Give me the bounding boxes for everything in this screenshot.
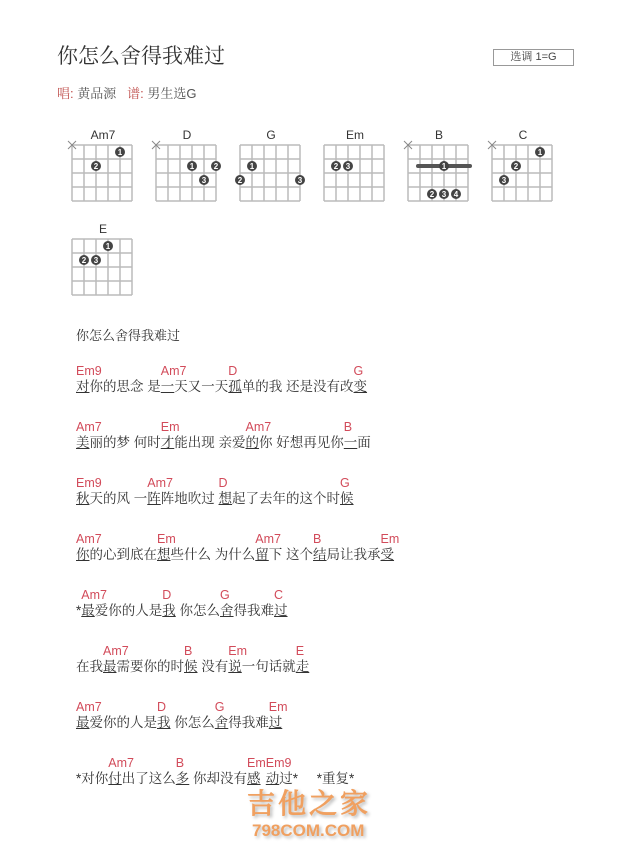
svg-text:3: 3 [345, 162, 351, 171]
lyric-text: 过 [268, 715, 283, 730]
finger-dot [211, 161, 221, 171]
lyric-segment [157, 700, 215, 731]
chord-label: G [340, 476, 350, 490]
lyric-line [76, 644, 309, 675]
lyric-segment [215, 700, 269, 731]
lyric-segment [161, 420, 246, 451]
lyric-text: 你的心到底在 [76, 547, 157, 562]
lyric-segment [246, 420, 344, 451]
lyric-text: 秋天的风 一 [76, 491, 148, 506]
finger-dot [343, 161, 353, 171]
lyric-segment [296, 644, 310, 675]
lyric-line [76, 476, 354, 507]
svg-text:1: 1 [249, 162, 255, 171]
chord-label: Em [228, 644, 248, 658]
tab-label: 谱: [127, 86, 144, 101]
finger-dot [91, 161, 101, 171]
chord-label: G [214, 700, 225, 714]
song-title: 你怎么舍得我难过 [57, 45, 225, 68]
chord-label: Am7 [160, 364, 187, 378]
finger-dot [187, 161, 197, 171]
lyric-segment [381, 532, 400, 563]
lyric-text: 的你 好想再见你 [245, 435, 344, 450]
chord-label: G [353, 364, 364, 378]
chord-name: E [98, 222, 107, 236]
chord-label: Em [268, 700, 288, 714]
svg-text:2: 2 [81, 256, 87, 265]
chord-label: Em9 [76, 476, 102, 490]
lyric-text: 候 [340, 491, 354, 506]
lyric-line [76, 588, 288, 619]
chord-label [76, 756, 108, 771]
finger-dot [427, 189, 437, 199]
finger-dot [115, 147, 125, 157]
svg-text:2: 2 [333, 162, 339, 171]
lyric-text: 动过* *重复* [265, 771, 355, 786]
lyric-segment [184, 644, 228, 675]
lyric-segment [76, 476, 147, 507]
chord-label: B [343, 420, 353, 434]
chord-name: C [518, 128, 528, 142]
chord-label: Am7 [103, 644, 129, 658]
lyric-segment [147, 476, 218, 507]
lyric-segment [157, 532, 255, 563]
chord-label: B [175, 756, 185, 770]
lyric-text: 感 [247, 771, 261, 786]
chord-label: Am7 [76, 420, 102, 434]
lyric-text: 想起了去年的这个时 [218, 491, 341, 506]
lyric-text: 一面 [343, 435, 371, 450]
svg-text:2: 2 [213, 162, 219, 171]
lyric-text: 结局让我承 [313, 547, 381, 562]
chord-label: Em [160, 420, 180, 434]
lyric-text: 走 [295, 659, 310, 674]
finger-dot [235, 175, 245, 185]
finger-dot [103, 241, 113, 251]
lyric-segment [176, 756, 247, 787]
chord-label [76, 644, 103, 659]
chord-label: D [228, 364, 238, 378]
svg-text:3: 3 [441, 190, 447, 199]
lyric-text: 说一句话就 [228, 659, 296, 674]
chord-label: E [295, 644, 305, 658]
lyric-text: 想些什么 为什么 [157, 547, 256, 562]
chord-label: Am7 [245, 420, 272, 434]
chord-label: Am7 [147, 476, 173, 490]
lyric-text: 才能出现 亲爱 [160, 435, 246, 450]
lyric-segment [103, 644, 184, 675]
lyric-segment [108, 756, 176, 787]
lyric-segment [274, 588, 288, 619]
lyric-text: 过 [274, 603, 288, 618]
lyric-text: 受 [380, 547, 395, 562]
svg-text:3: 3 [201, 176, 207, 185]
lyric-segment [255, 532, 313, 563]
lyric-segment [340, 476, 354, 507]
lyric-text: 留下 这个 [255, 547, 314, 562]
svg-text:2: 2 [237, 176, 243, 185]
lyric-text: 最爱你的人是 [81, 603, 163, 618]
chord-label: Am7 [81, 588, 107, 602]
svg-text:1: 1 [537, 148, 543, 157]
lyric-text: 候 没有 [184, 659, 229, 674]
lyric-segment [247, 756, 266, 787]
lyric-segment [219, 476, 341, 507]
lyric-segment [313, 532, 381, 563]
lyric-segment [269, 700, 288, 731]
finger-dot [247, 161, 257, 171]
lyric-segment [161, 364, 229, 395]
lyric-segment [76, 364, 161, 395]
svg-text:3: 3 [297, 176, 303, 185]
lyric-text: 多 你却没有 [175, 771, 248, 786]
chord-label: C [274, 588, 284, 602]
chord-label: Em9 [76, 364, 102, 378]
finger-dot [499, 175, 509, 185]
svg-text:2: 2 [513, 162, 519, 171]
watermark-logo: 吉他之家 [247, 788, 372, 819]
lyric-text: 最爱你的人是 [76, 715, 157, 730]
chord-label: B [313, 532, 322, 546]
chord-label: Am7 [108, 756, 134, 770]
chord-label: Am7 [76, 700, 102, 714]
watermark-url: 798COM.COM [252, 821, 365, 840]
lyric-text: *对你 [76, 771, 109, 786]
svg-text:3: 3 [93, 256, 99, 265]
lyric-segment [76, 700, 157, 731]
lyric-line [76, 420, 371, 451]
chord-name: B [434, 128, 443, 142]
svg-text:1: 1 [105, 242, 111, 251]
chord-label: Am7 [255, 532, 281, 546]
lyric-text: 最需要你的时 [103, 659, 184, 674]
svg-text:1: 1 [117, 148, 123, 157]
svg-text:1: 1 [441, 162, 447, 171]
lyric-text: * [76, 603, 82, 618]
chord-label: Em [247, 756, 266, 770]
chord-label: D [162, 588, 172, 602]
chord-label: Am7 [76, 532, 102, 546]
lyric-segment [220, 588, 274, 619]
lyric-segment [228, 644, 296, 675]
svg-text:4: 4 [453, 190, 459, 199]
lyric-segment [228, 364, 353, 395]
lyric-text: 舍得我难 [220, 603, 275, 618]
lyric-text: 变 [353, 379, 368, 394]
finger-dot [439, 161, 449, 171]
chord-label: Em [380, 532, 400, 546]
lyric-segment [81, 588, 162, 619]
chord-label: B [184, 644, 193, 658]
lyric-text: 我 你怎么 [157, 715, 215, 730]
lyric-text: 阵阵地吹过 [147, 491, 219, 506]
svg-text:2: 2 [429, 190, 435, 199]
key-select-button[interactable]: 选调 1=G [493, 49, 574, 66]
finger-dot [79, 255, 89, 265]
finger-dot [199, 175, 209, 185]
lyric-segment [76, 644, 103, 675]
lyric-text: 一天又一天 [160, 379, 229, 394]
lyric-text: 在我 [76, 659, 103, 674]
chord-name: Am7 [90, 128, 116, 142]
finger-dot [331, 161, 341, 171]
singer-label: 唱: [57, 86, 74, 101]
finger-dot [439, 189, 449, 199]
intro-line: 你怎么舍得我难过 [76, 328, 181, 343]
lyric-line [76, 364, 367, 395]
lyric-text: 对你的思念 是 [76, 379, 161, 394]
tab-name: 男生选G [147, 86, 197, 101]
lyric-segment [76, 420, 161, 451]
chord-label: Em [157, 532, 176, 546]
finger-dot [295, 175, 305, 185]
lyric-line [76, 532, 399, 563]
lyric-segment [354, 364, 368, 395]
chord-name: G [266, 128, 276, 142]
chord-name: D [182, 128, 192, 142]
chord-label: D [218, 476, 228, 490]
svg-text:3: 3 [501, 176, 507, 185]
lyric-line [76, 756, 354, 787]
lyric-text: 舍得我难 [214, 715, 269, 730]
finger-dot [91, 255, 101, 265]
lyric-text: 我 你怎么 [162, 603, 221, 618]
lyric-segment [162, 588, 220, 619]
lyric-segment [76, 532, 157, 563]
lyric-segment [266, 756, 355, 787]
singer-name: 黄品源 [77, 86, 117, 101]
svg-text:2: 2 [93, 162, 99, 171]
lyric-text: 付出了这么 [108, 771, 176, 786]
svg-text:1: 1 [189, 162, 195, 171]
lyric-segment [344, 420, 371, 451]
finger-dot [511, 161, 521, 171]
chord-label: G [220, 588, 230, 602]
lyric-text: 美丽的梦 何时 [76, 435, 161, 450]
chord-label: Em9 [265, 756, 292, 770]
finger-dot [535, 147, 545, 157]
lyric-line [76, 700, 288, 731]
song-meta [57, 83, 196, 102]
lyric-text: 孤单的我 还是没有改 [228, 379, 354, 394]
chord-label: D [157, 700, 167, 714]
chord-name: Em [346, 128, 364, 142]
finger-dot [451, 189, 461, 199]
lyric-segment [76, 756, 108, 787]
